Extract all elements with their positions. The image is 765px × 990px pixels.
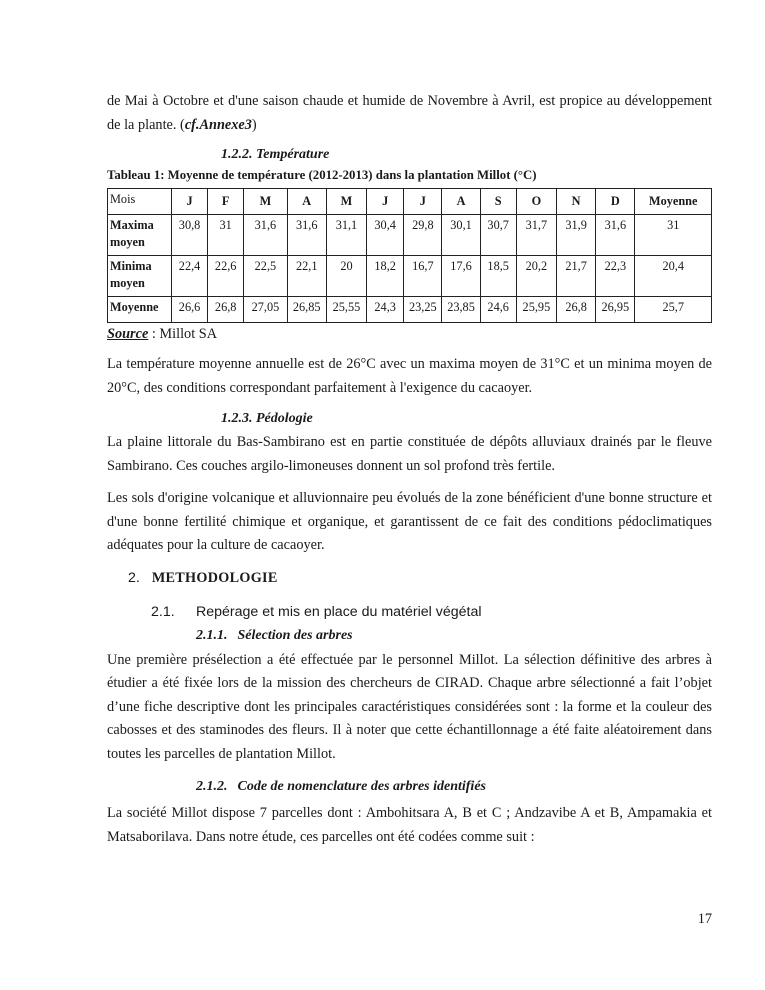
header-cell: F — [208, 189, 244, 215]
code-paragraph: La société Millot dispose 7 parcelles dont : Ambohitsara A, B et C ; Andzavibe A et B, Ampamakia et Matsaborilava. Dans notre étude, ces parcelles ont été codées comme suit : — [107, 805, 712, 845]
table-cell: 23,85 — [442, 297, 480, 323]
table-cell: 22,1 — [287, 256, 326, 297]
table-row — [108, 297, 712, 323]
intro-end: ) — [251, 116, 257, 133]
heading-code-nomenclature — [107, 776, 712, 798]
table-cell: 31,6 — [244, 215, 287, 256]
subsection-title: Repérage et mis en place du matériel végétal — [196, 603, 482, 620]
table-cell: 31,6 — [287, 215, 326, 256]
table-cell: 22,6 — [208, 256, 244, 297]
table-cell: 26,95 — [596, 297, 635, 323]
table-cell: 26,6 — [172, 297, 208, 323]
heading-title: Sélection des arbres — [237, 627, 353, 643]
table-cell: 24,3 — [367, 297, 404, 323]
table-cell: 20 — [326, 256, 366, 297]
table-cell: 31 — [635, 215, 712, 256]
heading-title: Code de nomenclature des arbres identifiés — [237, 779, 486, 794]
table-cell: 26,8 — [208, 297, 244, 323]
table-cell: 22,5 — [244, 256, 287, 297]
subsection-heading-reperage — [107, 601, 712, 623]
row-label: Maxima moyen — [108, 215, 172, 256]
table-cell: 30,7 — [480, 215, 516, 256]
table-source — [107, 324, 712, 344]
table-cell: 31,6 — [596, 215, 635, 256]
table-cell: 18,2 — [367, 256, 404, 297]
table-row — [108, 215, 712, 256]
table-cell: 20,4 — [635, 256, 712, 297]
heading-number: 2.1.2. — [196, 779, 228, 794]
section-number: 2. — [128, 569, 140, 586]
table-cell: 30,1 — [442, 215, 480, 256]
table-cell: 26,85 — [287, 297, 326, 323]
heading-number: 2.1.1. — [196, 627, 228, 643]
row-label: Minima moyen — [108, 256, 172, 297]
header-cell: N — [557, 189, 596, 215]
table-cell: 22,3 — [596, 256, 635, 297]
table-cell: 23,25 — [404, 297, 442, 323]
table-cell: 31,9 — [557, 215, 596, 256]
table-cell: 31,1 — [326, 215, 366, 256]
selection-paragraph: Une première présélection a été effectuée par le personnel Millot. La sélection définitive des arbres à étudier a été fixée lors de la mission des chercheurs de CIRAD. Chaque arbre sélectionné a fait l’objet d’une fiche descriptive dont les principales caractéristiques considérées sont : la forme et la couleur des cabosses et des staminodes des fleurs. Il à noter que cette échantillonnage a été faite aléatoirement dans toutes les parcelles de plantation Millot. — [107, 651, 712, 762]
annex-reference: cf.Annexe3 — [184, 116, 252, 133]
intro-text: de Mai à Octobre et d'une saison chaude et humide de Novembre à Avril, est propice au développement de la plante. ( — [107, 93, 712, 133]
source-label: Source — [107, 326, 149, 342]
header-cell: J — [367, 189, 404, 215]
table-cell: 31,7 — [516, 215, 556, 256]
heading-temperature: 1.2.2. Température — [221, 147, 330, 162]
section-heading-methodologie — [107, 567, 712, 589]
row-label: Moyenne — [108, 297, 172, 323]
pedologie-paragraph-2: Les sols d'origine volcanique et alluvionnaire peu évolués de la zone bénéficient d'une bonne structure et d'une bonne fertilité chimique et organique, et garantissent de ce fait des conditions pédoclimatiques adéquates pour la culture de cacaoyer. — [107, 490, 712, 553]
table-cell: 24,6 — [480, 297, 516, 323]
page-number: 17 — [697, 911, 712, 927]
table-cell: 27,05 — [244, 297, 287, 323]
table-cell: 22,4 — [172, 256, 208, 297]
section-title: METHODOLOGIE — [151, 569, 278, 586]
pedologie-paragraph-1: La plaine littorale du Bas-Sambirano est en partie constituée de dépôts alluviaux drainés par le fleuve Sambirano. Ces couches argilo-limoneuses donnent un sol profond très fertile. — [107, 434, 712, 474]
table-header-row — [108, 189, 712, 215]
header-cell: Mois — [108, 189, 172, 215]
header-cell: A — [287, 189, 326, 215]
temperature-paragraph: La température moyenne annuelle est de 26°C avec un maxima moyen de 31°C et un minima moyen de 20°C, des conditions correspondant parfaitement à l'exigence du cacaoyer. — [107, 356, 712, 396]
header-cell: Moyenne — [635, 189, 712, 215]
table-cell: 26,8 — [557, 297, 596, 323]
header-cell: O — [516, 189, 556, 215]
table-cell: 30,8 — [172, 215, 208, 256]
table-cell: 16,7 — [404, 256, 442, 297]
header-cell: M — [244, 189, 287, 215]
heading-selection-arbres — [107, 625, 712, 647]
source-text: : Millot SA — [148, 326, 218, 342]
header-cell: S — [480, 189, 516, 215]
page-content — [107, 90, 712, 849]
header-cell: J — [404, 189, 442, 215]
table-cell: 25,7 — [635, 297, 712, 323]
heading-pedologie: 1.2.3. Pédologie — [221, 411, 313, 426]
table-caption: Tableau 1: Moyenne de température (2012-2013) dans la plantation Millot (°C) — [107, 168, 537, 182]
subsection-number: 2.1. — [151, 603, 175, 620]
header-cell: J — [172, 189, 208, 215]
table-cell: 17,6 — [442, 256, 480, 297]
header-cell: D — [596, 189, 635, 215]
temperature-table — [107, 188, 712, 323]
intro-paragraph — [107, 90, 712, 137]
header-cell: M — [326, 189, 366, 215]
table-row — [108, 256, 712, 297]
table-cell: 18,5 — [480, 256, 516, 297]
table-cell: 20,2 — [516, 256, 556, 297]
table-cell: 25,55 — [326, 297, 366, 323]
header-cell: A — [442, 189, 480, 215]
table-cell: 29,8 — [404, 215, 442, 256]
table-cell: 21,7 — [557, 256, 596, 297]
table-cell: 31 — [208, 215, 244, 256]
table-cell: 25,95 — [516, 297, 556, 323]
table-cell: 30,4 — [367, 215, 404, 256]
